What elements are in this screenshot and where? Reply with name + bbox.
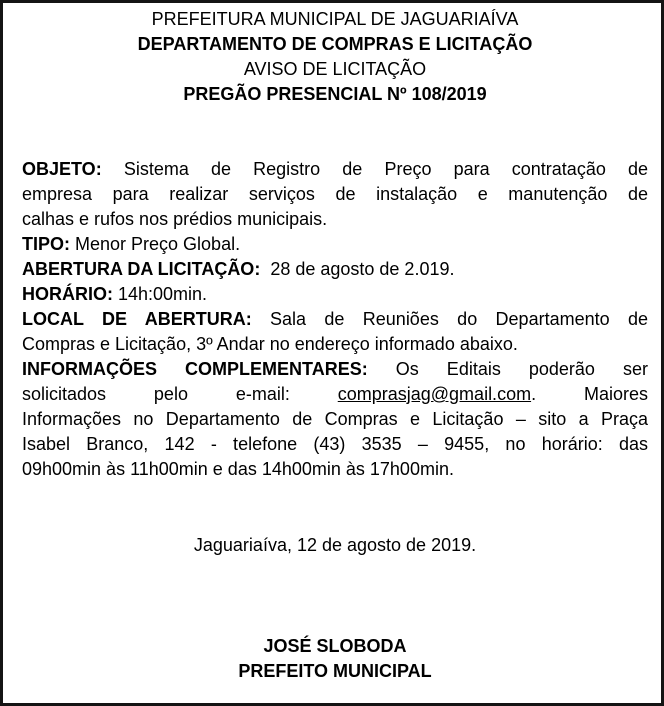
header-line: PREGÃO PRESENCIAL Nº 108/2019 xyxy=(183,84,487,104)
body-line xyxy=(22,432,648,457)
text-run: . Maiores xyxy=(531,384,648,404)
text-run: calhas e rufos nos prédios municipais. xyxy=(22,209,328,229)
text-run: solicitados pelo e-mail: xyxy=(22,384,338,404)
body-line xyxy=(22,257,648,282)
text-run: Isabel Branco, 142 - telefone (43) 3535 – 9455, no horário: das xyxy=(22,434,648,454)
signature-block xyxy=(22,634,648,684)
text-run: 14h:00min. xyxy=(113,284,208,304)
header-line: AVISO DE LICITAÇÃO xyxy=(243,59,427,79)
body-line xyxy=(22,207,648,232)
signatory-title: PREFEITO MUNICIPAL xyxy=(238,661,432,681)
text-run: Menor Preço Global. xyxy=(70,234,241,254)
text-run: Sala de Reuniões do Departamento de xyxy=(251,309,648,329)
text-run: ABERTURA DA LICITAÇÃO: xyxy=(22,259,261,279)
body-line xyxy=(22,307,648,332)
body-line xyxy=(22,157,648,182)
body-line xyxy=(22,332,648,357)
body-line xyxy=(22,182,648,207)
text-run: Os Editais poderão ser xyxy=(367,359,648,379)
header-line: PREFEITURA MUNICIPAL DE JAGUARIAÍVA xyxy=(151,9,519,29)
text-run: LOCAL DE ABERTURA: xyxy=(22,309,252,329)
text-run: 09h00min às 11h00min e das 14h00min às 17h00min. xyxy=(22,459,454,479)
text-run: 28 de agosto de 2.019. xyxy=(260,259,455,279)
body-line xyxy=(22,407,648,432)
text-run: INFORMAÇÕES COMPLEMENTARES: xyxy=(22,359,368,379)
text-run: Compras e Licitação, 3º Andar no endereço informado abaixo. xyxy=(22,334,518,354)
text-run: TIPO: xyxy=(22,234,70,254)
notice-body xyxy=(22,157,648,482)
text-run: Informações no Departamento de Compras e Licitação – sito a Praça xyxy=(22,409,648,429)
text-run: empresa para realizar serviços de instalação e manutenção de xyxy=(22,184,648,204)
body-line xyxy=(22,232,648,257)
body-line xyxy=(22,457,648,482)
signatory-name: JOSÉ SLOBODA xyxy=(263,636,407,656)
text-run: OBJETO: xyxy=(22,159,102,179)
body-line xyxy=(22,282,648,307)
text-run: HORÁRIO: xyxy=(22,284,113,304)
date-line: Jaguariaíva, 12 de agosto de 2019. xyxy=(193,535,477,555)
body-line xyxy=(22,357,648,382)
email-text: comprasjag@gmail.com xyxy=(337,384,532,404)
header-line: DEPARTAMENTO DE COMPRAS E LICITAÇÃO xyxy=(137,34,533,54)
text-run: Sistema de Registro de Preço para contratação de xyxy=(101,159,648,179)
body-line xyxy=(22,382,648,407)
notice-header xyxy=(22,7,648,107)
